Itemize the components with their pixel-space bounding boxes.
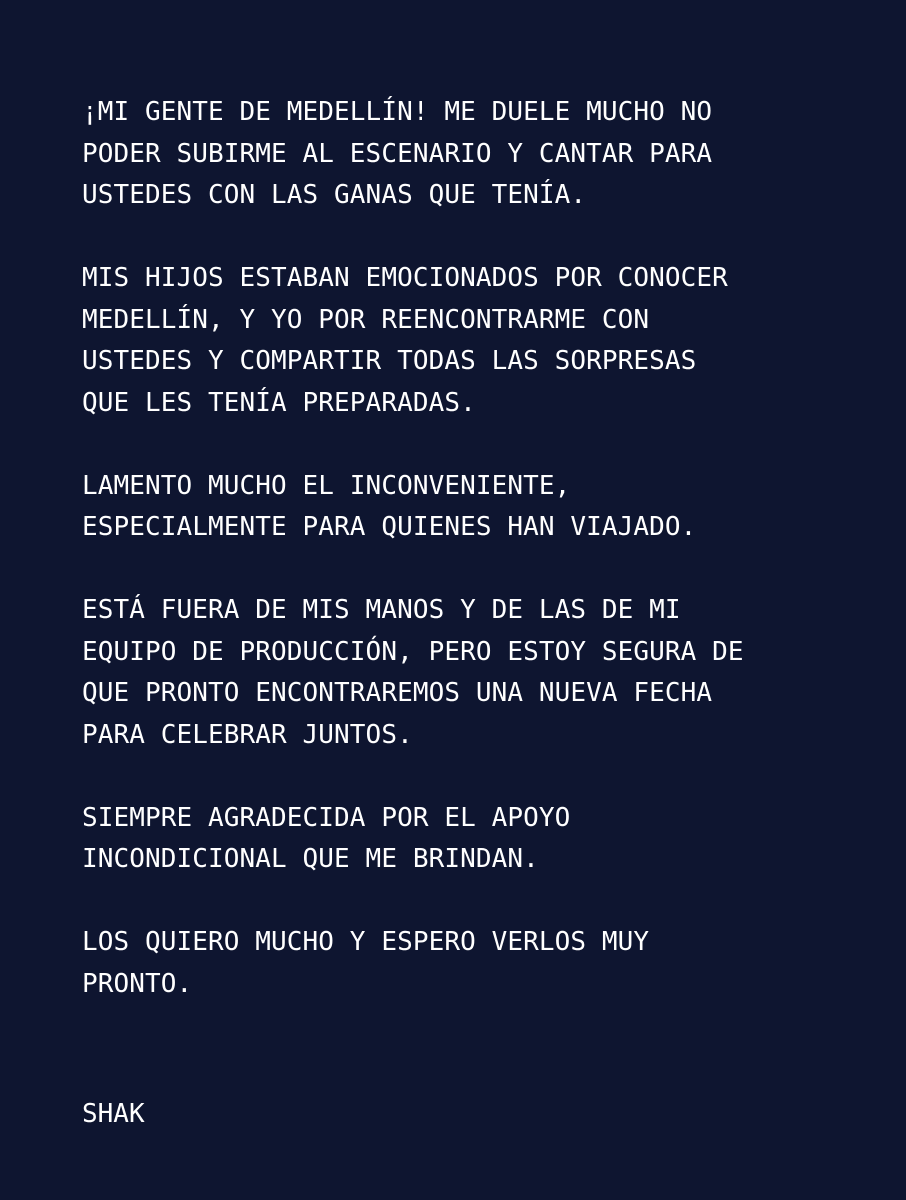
paragraph-line: ¡MI GENTE DE MEDELLÍN! ME DUELE MUCHO NO (82, 97, 713, 127)
paragraph-6 (82, 922, 882, 1005)
paragraph-line: PARA CELEBRAR JUNTOS. (82, 719, 413, 750)
paragraph-line: PODER SUBIRME AL ESCENARIO Y CANTAR PARA (82, 138, 713, 169)
paragraph-line: LOS QUIERO MUCHO Y ESPERO VERLOS MUY (82, 927, 650, 957)
paragraph-line: LAMENTO MUCHO EL INCONVENIENTE, (82, 470, 571, 501)
paragraph-line: INCONDICIONAL QUE ME BRINDAN. (82, 844, 539, 874)
paragraph-line: MIS HIJOS ESTABAN EMOCIONADOS POR CONOCER (82, 263, 728, 293)
paragraph-line: ESTÁ FUERA DE MIS MANOS Y DE LAS DE MI (82, 595, 681, 625)
paragraph-line: MEDELLÍN, Y YO POR REENCONTRARME CON (82, 304, 650, 335)
paragraph-line: QUE LES TENÍA PREPARADAS. (82, 387, 476, 418)
paragraph-line: EQUIPO DE PRODUCCIÓN, PERO ESTOY SEGURA DE (82, 636, 744, 667)
paragraph-line: USTEDES Y COMPARTIR TODAS LAS SORPRESAS (82, 346, 697, 376)
paragraph-line: USTEDES CON LAS GANAS QUE TENÍA. (82, 180, 587, 210)
signature: SHAK (82, 1099, 145, 1129)
paragraph-5 (82, 798, 882, 881)
paragraph-line: ESPECIALMENTE PARA QUIENES HAN VIAJADO. (82, 512, 697, 542)
paragraph-line: PRONTO. (82, 968, 193, 999)
paragraph-line: SIEMPRE AGRADECIDA POR EL APOYO (82, 802, 571, 833)
paragraph-4 (82, 590, 882, 756)
paragraph-1 (82, 92, 882, 217)
paragraph-2 (82, 258, 882, 424)
letter-body (82, 92, 882, 1047)
paragraph-3 (82, 466, 882, 549)
paragraph-line: QUE PRONTO ENCONTRAREMOS UNA NUEVA FECHA (82, 678, 713, 708)
